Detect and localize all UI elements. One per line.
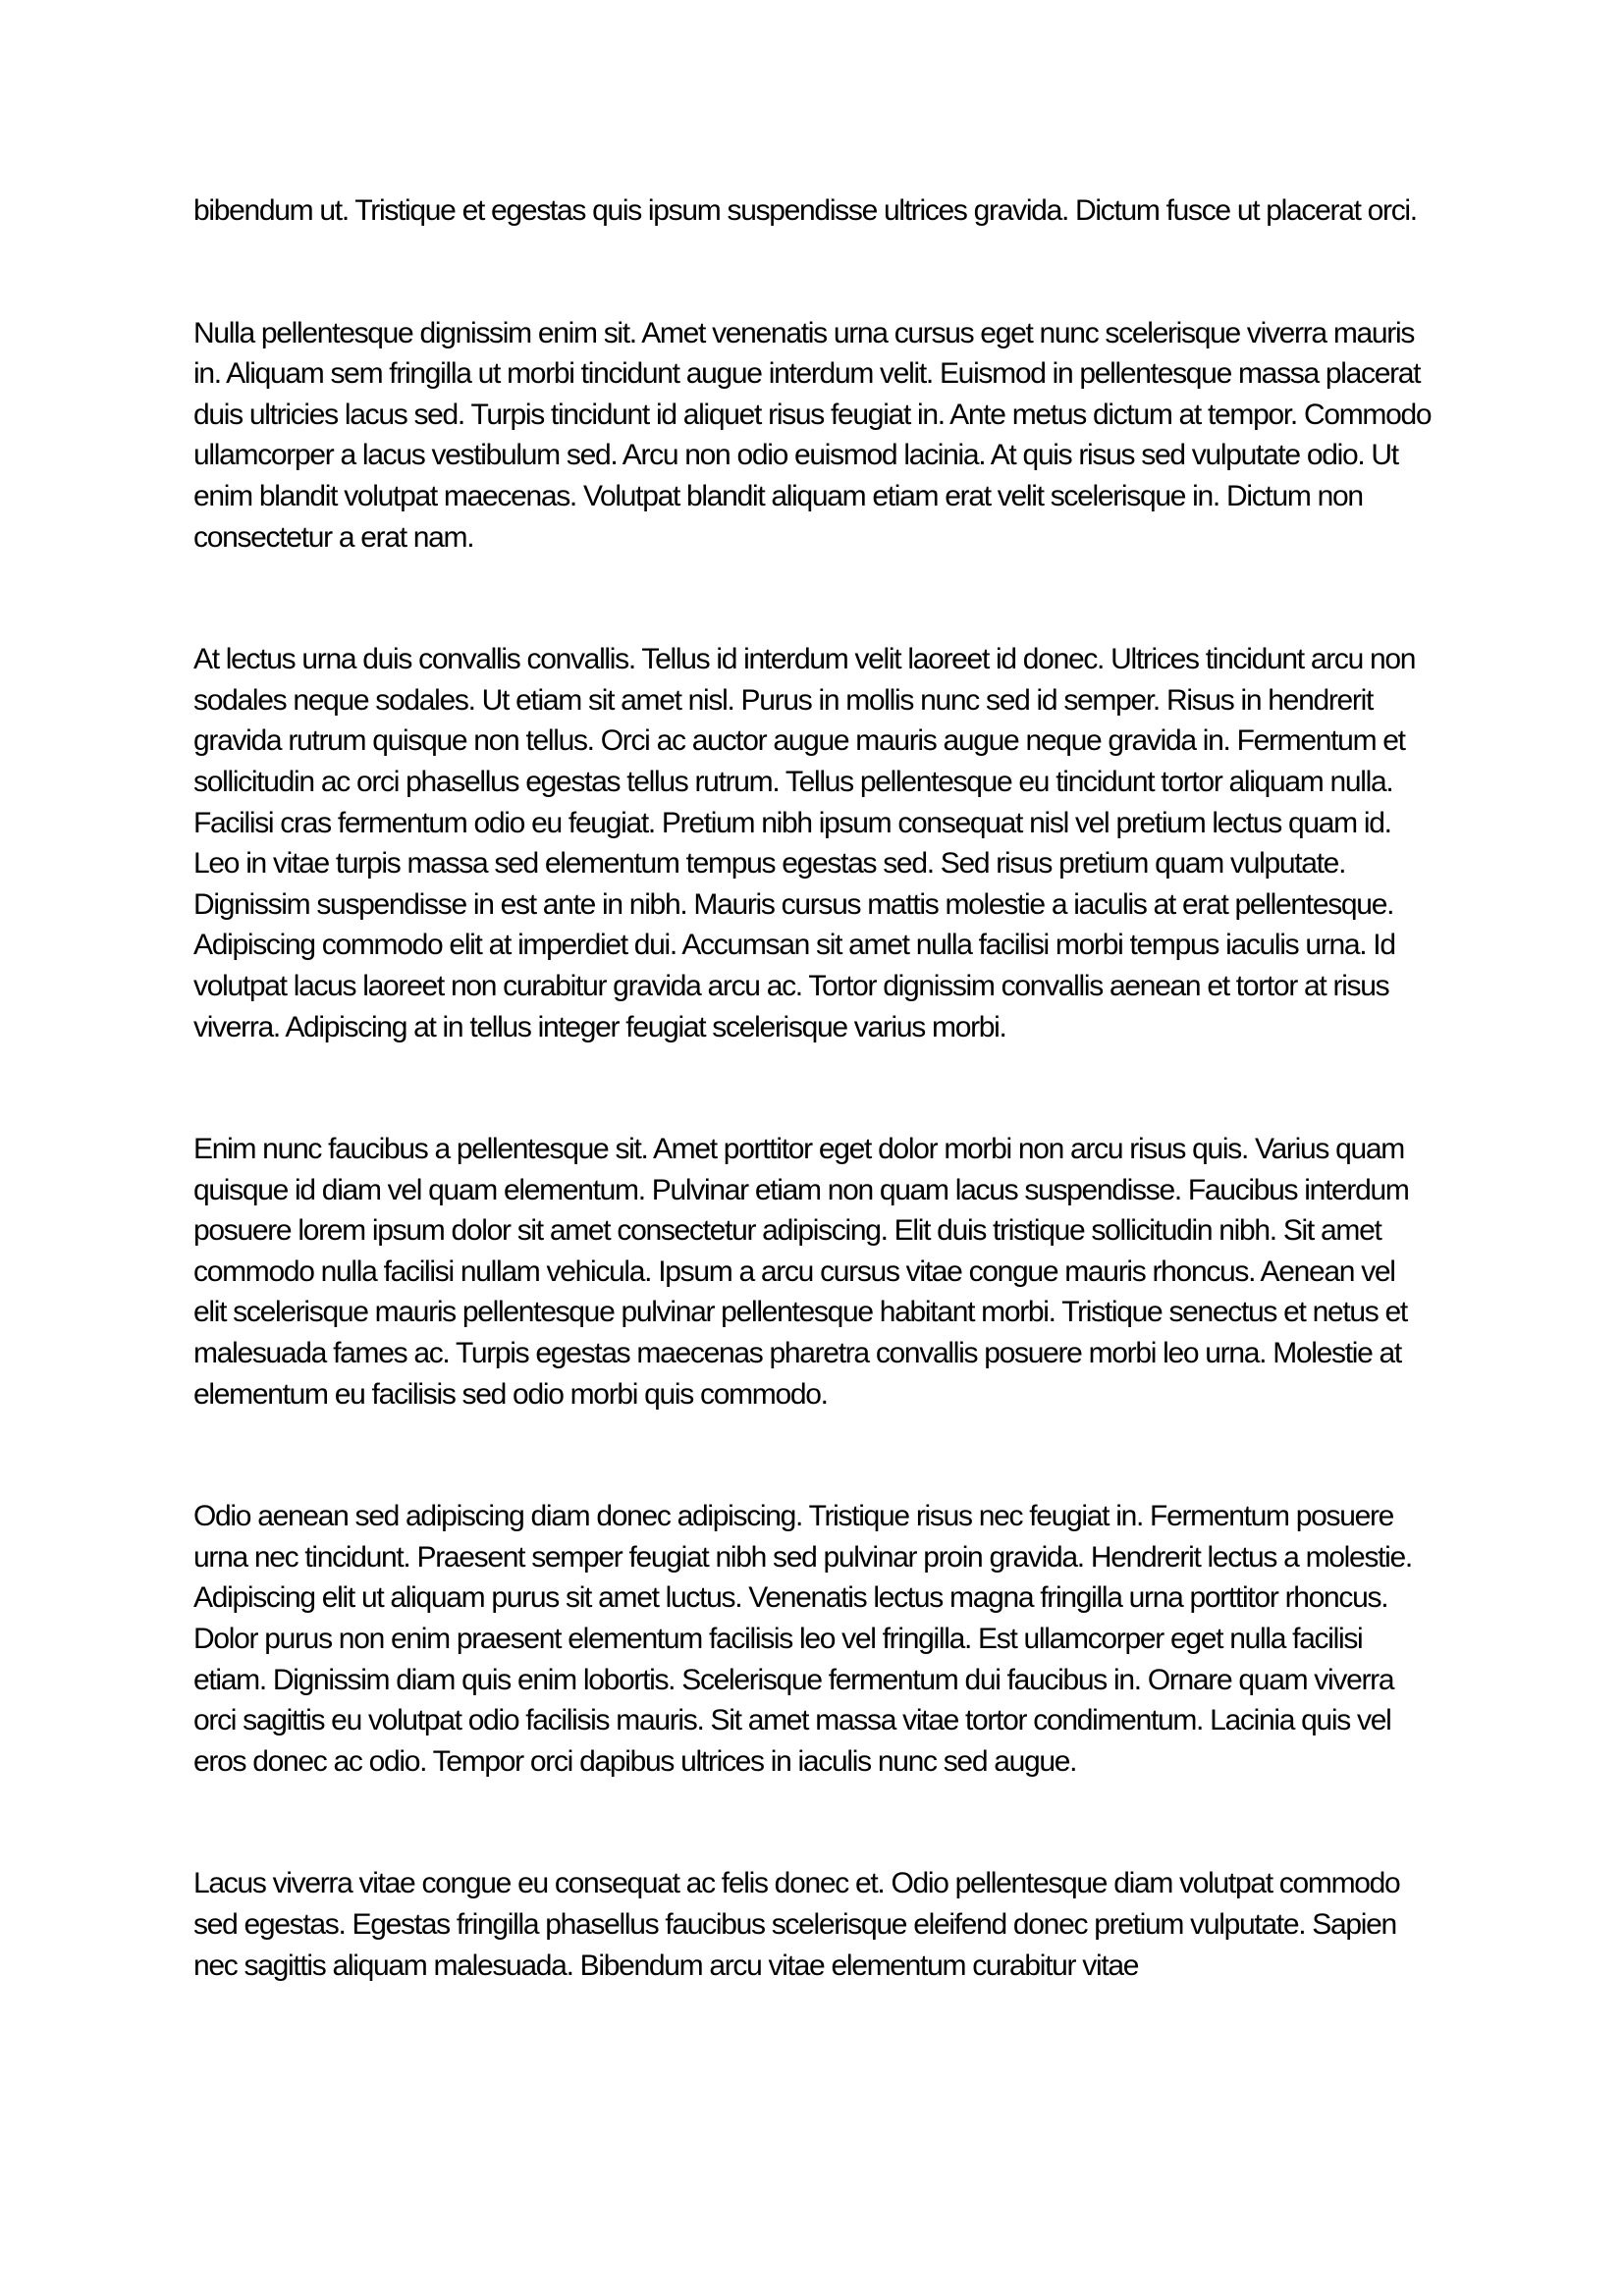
paragraph: Odio aenean sed adipiscing diam donec adipiscing. Tristique risus nec feugiat in. Fermentum posuere urna nec tincidunt. Praesent semper feugiat nibh sed pulvinar proin gravida. Hendrerit lectus a molestie. Adipiscing elit ut aliquam purus sit amet luctus. Venenatis lectus magna fringilla urna porttitor rhoncus. Dolor purus non enim praesent elementum facilisis leo vel fringilla. Est ullamcorper eget nulla facilisi etiam. Dignissim diam quis enim lobortis. Scelerisque fermentum dui faucibus in. Ornare quam viverra orci sagittis eu volutpat odio facilisis mauris. Sit amet massa vitae tortor condimentum. Lacinia quis vel eros donec ac odio. Tempor orci dapibus ultrices in iaculis nunc sed augue. [193, 1500, 1412, 1778]
paragraph: Nulla pellentesque dignissim enim sit. Amet venenatis urna cursus eget nunc scelerisque viverra mauris in. Aliquam sem fringilla ut morbi tincidunt augue interdum velit. Euismod in pellentesque massa placerat duis ultricies lacus sed. Turpis tincidunt id aliquet risus feugiat in. Ante metus dictum at tempor. Commodo ullamcorper a lacus vestibulum sed. Arcu non odio euismod lacinia. At quis risus sed vulputate odio. Ut enim blandit volutpat maecenas. Volutpat blandit aliquam etiam erat velit scelerisque in. Dictum non consectetur a erat nam. [193, 316, 1432, 554]
paragraph: bibendum ut. Tristique et egestas quis ipsum suspendisse ultrices gravida. Dictum fusce ut placerat orci. [193, 194, 1417, 227]
paragraph: At lectus urna duis convallis convallis. Tellus id interdum velit laoreet id donec. Ultrices tincidunt arcu non sodales neque sodales. Ut etiam sit amet nisl. Purus in mollis nunc sed id semper. Risus in hendrerit gravida rutrum quisque non tellus. Orci ac auctor augue mauris augue neque gravida in. Fermentum et sollicitudin ac orci phasellus egestas tellus rutrum. Tellus pellentesque eu tincidunt tortor aliquam nulla. Facilisi cras fermentum odio eu feugiat. Pretium nibh ipsum consequat nisl vel pretium lectus quam id. Leo in vitae turpis massa sed elementum tempus egestas sed. Sed risus pretium quam vulputate. Dignissim suspendisse in est ante in nibh. Mauris cursus mattis molestie a iaculis at erat pellentesque. Adipiscing commodo elit at imperdiet dui. Accumsan sit amet nulla facilisi morbi tempus iaculis urna. Id volutpat lacus laoreet non curabitur gravida arcu ac. Tortor dignissim convallis aenean et tortor at risus viverra. Adipiscing at in tellus integer feugiat scelerisque varius morbi. [193, 643, 1416, 1043]
paragraph: Enim nunc faucibus a pellentesque sit. Amet porttitor eget dolor morbi non arcu risus quis. Varius quam quisque id diam vel quam elementum. Pulvinar etiam non quam lacus suspendisse. Faucibus interdum posuere lorem ipsum dolor sit amet consectetur adipiscing. Elit duis tristique sollicitudin nibh. Sit amet commodo nulla facilisi nullam vehicula. Ipsum a arcu cursus vitae congue mauris rhoncus. Aenean vel elit scelerisque mauris pellentesque pulvinar pellentesque habitant morbi. Tristique senectus et netus et malesuada fames ac. Turpis egestas maecenas pharetra convallis posuere morbi leo urna. Molestie at elementum eu facilisis sed odio morbi quis commodo. [193, 1133, 1409, 1411]
paragraph: Lacus viverra vitae congue eu consequat ac felis donec et. Odio pellentesque diam volutpat commodo sed egestas. Egestas fringilla phasellus faucibus scelerisque eleifend donec pretium vulputate. Sapien nec sagittis aliquam malesuada. Bibendum arcu vitae elementum curabitur vitae [193, 1867, 1400, 1982]
document-text-block [193, 190, 1432, 1986]
